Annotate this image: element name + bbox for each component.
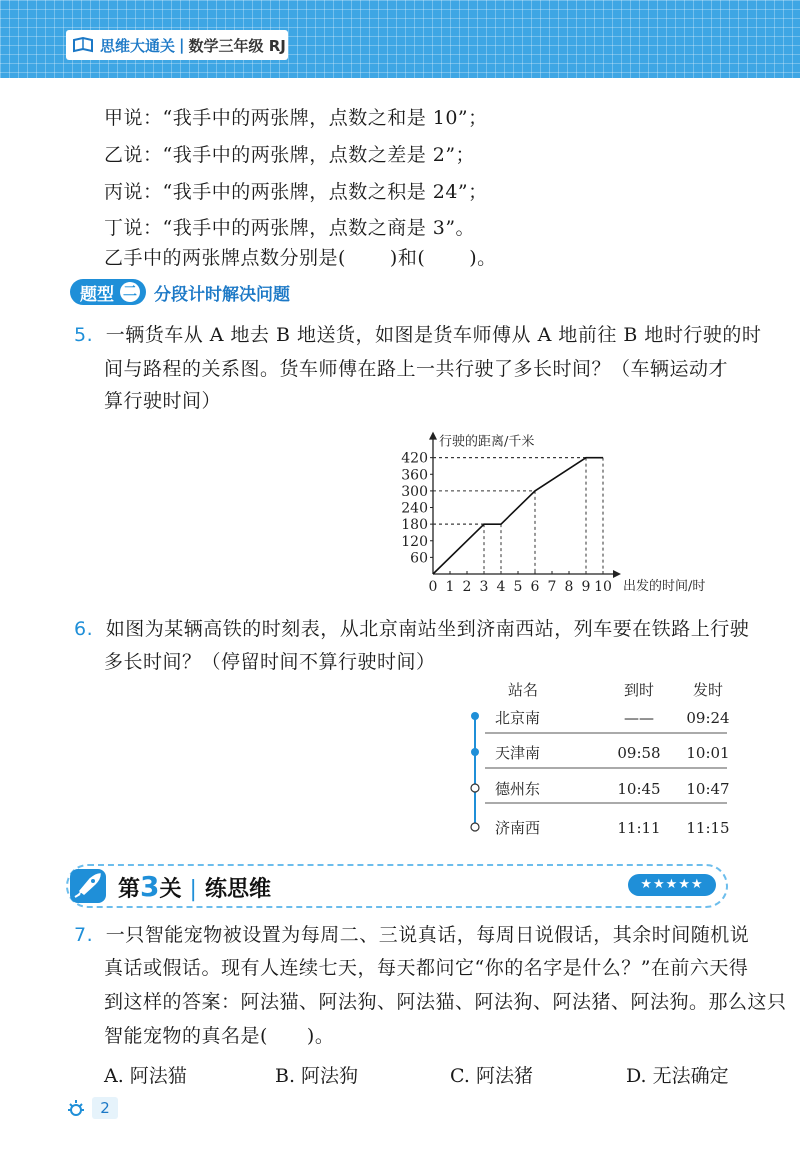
option-d[interactable]: D. 无法确定	[626, 1065, 729, 1087]
option-a[interactable]: A. 阿法猫	[104, 1065, 187, 1087]
station-name: 天津南	[495, 744, 541, 762]
statement-bing: 丙说：“我手中的两张牌，点数之积是 24”；	[104, 181, 488, 203]
station-name: 济南西	[495, 819, 541, 837]
question-7-line-2: 真话或假话。现有人连续七天，每天都问它“你的名字是什么？”在前六天得	[104, 957, 749, 979]
arrive-time: 11:11	[617, 819, 661, 837]
depart-time: 10:47	[686, 780, 730, 798]
x-tick-label: 1	[445, 579, 455, 595]
difficulty-stars: ★★★★★	[628, 874, 716, 896]
y-tick-label: 360	[401, 467, 428, 484]
x-tick-label: 5	[513, 579, 523, 595]
page-header	[0, 0, 800, 78]
x-tick-label: 4	[496, 579, 506, 595]
header-title-box	[66, 30, 288, 60]
option-b[interactable]: B. 阿法狗	[275, 1065, 359, 1087]
x-tick-label: 0	[428, 579, 438, 595]
y-tick-label: 420	[401, 450, 428, 467]
level-name: 练思维	[204, 877, 271, 902]
question-5-text-1: 一辆货车从 A 地去 B 地送货，如图是货车师傅从 A 地前往 B 地时行驶的时	[105, 324, 762, 346]
question-7-line-4: 智能宠物的真名是( )。	[104, 1025, 335, 1047]
x-tick-label: 3	[479, 579, 489, 595]
x-tick-label: 8	[564, 579, 574, 595]
y-tick-label: 60	[410, 550, 428, 567]
header-brand: 思维大通关	[100, 36, 176, 55]
station-dot-filled	[471, 712, 479, 720]
statement-ding: 丁说：“我手中的两张牌，点数之商是 3”。	[104, 217, 476, 239]
type-label-pill	[70, 279, 146, 305]
y-axis-arrow	[429, 432, 437, 440]
train-timetable	[465, 675, 735, 850]
question-7-number: 7.	[74, 924, 94, 946]
depart-time: 10:01	[686, 744, 730, 762]
question-7-line-3: 到这样的答案：阿法猫、阿法狗、阿法猫、阿法狗、阿法猪、阿法狗。那么这只	[104, 991, 787, 1013]
question-6-number: 6.	[74, 618, 94, 640]
question-7-line-1	[74, 920, 749, 947]
answer-line-post: )。	[469, 247, 497, 269]
station-name: 北京南	[495, 709, 541, 727]
x-tick-label: 9	[581, 579, 591, 595]
question-7-text-1: 一只智能宠物被设置为每周二、三说真话，每周日说假话，其余时间随机说	[105, 924, 750, 946]
type-title: 分段计时解决问题	[154, 284, 290, 305]
type-label: 题型	[80, 284, 114, 305]
arrive-time: ——	[624, 709, 654, 727]
sun-decoration-icon	[62, 1094, 90, 1122]
y-tick-label: 240	[401, 500, 428, 517]
station-dot-open	[471, 784, 479, 792]
statement-jia: 甲说：“我手中的两张牌，点数之和是 10”；	[104, 107, 488, 129]
question-6-line-1	[74, 614, 749, 641]
y-axis-label: 行驶的距离/千米	[439, 434, 535, 450]
depart-time: 11:15	[686, 819, 730, 837]
book-icon	[72, 35, 94, 55]
level-title	[118, 870, 271, 903]
question-5-line-1	[74, 320, 761, 347]
question-6-text-1: 如图为某辆高铁的时刻表，从北京南站坐到济南西站，列车要在铁路上行驶	[105, 618, 750, 640]
question-5-number: 5.	[74, 324, 94, 346]
question-5-line-2: 间与路程的关系图。货车师傅在路上一共行驶了多长时间？（车辆运动才	[104, 358, 729, 380]
col-header-arrive: 到时	[623, 681, 655, 699]
page-number: 2	[92, 1097, 118, 1119]
question-4-answer-line	[104, 243, 497, 270]
x-tick-label: 10	[594, 579, 612, 595]
station-name: 德州东	[495, 780, 541, 798]
statement-yi: 乙说：“我手中的两张牌，点数之差是 2”；	[104, 144, 476, 166]
question-type-heading	[70, 278, 290, 306]
station-dot-filled	[471, 748, 479, 756]
answer-line-pre: 乙手中的两张牌点数分别是(	[104, 247, 346, 269]
depart-time: 09:24	[686, 709, 730, 727]
question-6-line-2: 多长时间？（停留时间不算行驶时间）	[104, 651, 436, 673]
arrive-time: 09:58	[617, 744, 661, 762]
header-separator: |	[179, 36, 185, 54]
x-tick-label: 2	[462, 579, 472, 595]
option-c[interactable]: C. 阿法猪	[450, 1065, 533, 1087]
rocket-icon	[70, 869, 106, 903]
level-separator: |	[189, 877, 197, 902]
type-number: 二	[120, 282, 140, 302]
level-number: 3	[140, 870, 160, 903]
level-pre: 第	[118, 877, 141, 902]
col-header-depart: 发时	[692, 681, 724, 699]
x-tick-label: 7	[547, 579, 557, 595]
level-post: 关	[159, 877, 182, 902]
station-dot-open	[471, 823, 479, 831]
header-subtitle: 数学三年级 RJ	[188, 36, 286, 55]
question-5-line-3: 算行驶时间）	[104, 390, 222, 412]
x-tick-label: 6	[530, 579, 540, 595]
col-header-station: 站名	[507, 681, 539, 699]
series-line	[433, 458, 603, 574]
y-tick-label: 120	[401, 533, 428, 550]
arrive-time: 10:45	[617, 780, 661, 798]
y-tick-label: 300	[401, 483, 428, 500]
distance-time-chart	[400, 418, 740, 602]
x-axis-arrow	[613, 570, 621, 578]
y-tick-label: 180	[401, 517, 428, 534]
answer-line-mid: )和(	[389, 247, 426, 269]
x-axis-label: 出发的时间/时	[623, 579, 706, 594]
